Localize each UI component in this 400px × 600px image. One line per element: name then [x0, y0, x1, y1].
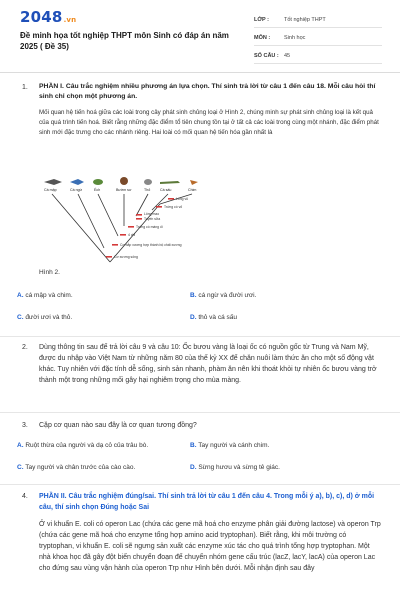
species-label: Cá mập — [44, 188, 57, 192]
option-key: D. — [190, 464, 197, 471]
question-number: 3. — [22, 422, 28, 429]
option-a[interactable] — [17, 442, 148, 449]
question-text: Mối quan hệ tiến hoá giữa các loài trong cây phát sinh chủng loại ở Hình 2, chúng minh sự phát sinh chủng loại là kết quả của quá trình tiến hoá. Biết rằng những đặc điểm tổ tiên chung tồn tại ở tất cả các loài trong cùng một nhánh, đặc điểm phát sinh mới đặc trưng cho các nhánh riêng. Hai loài có mối quan hệ tiến hóa gần nhất là — [39, 109, 379, 136]
question-separator — [0, 412, 400, 413]
trait-label: Lông mao — [144, 212, 160, 216]
meta-label: LỚP : — [254, 17, 269, 23]
logo-suffix: .vn — [63, 16, 77, 24]
option-key: D. — [190, 314, 197, 321]
option-key: B. — [190, 442, 197, 449]
option-text: Ruột thừa của người và dạ cỏ của trâu bò. — [25, 442, 149, 449]
trait-label: Tuyến sữa — [144, 217, 161, 221]
option-key: C. — [17, 464, 24, 471]
rabbit-icon — [144, 179, 152, 185]
trait-label: Lông vũ — [176, 197, 189, 201]
option-text: cá mập và chim. — [25, 292, 73, 299]
frog-icon — [93, 179, 103, 185]
trait-label: Cơ bắp xương hợp thành bộ chất xương — [120, 243, 182, 247]
species-label: Thỏ — [144, 188, 151, 192]
phylogenetic-tree-figure — [40, 176, 240, 268]
option-text: Tay người và chân trước của cào cào. — [25, 464, 136, 471]
question-separator — [0, 484, 400, 485]
option-text: thỏ và cá sấu — [198, 314, 237, 321]
exam-meta — [254, 14, 382, 68]
species-icons — [44, 177, 198, 185]
meta-label: SỐ CÂU : — [254, 53, 279, 59]
crocodile-icon — [160, 181, 180, 184]
figure-caption: Hình 2. — [39, 269, 60, 276]
logo-text: 2048 — [20, 8, 63, 26]
meta-value: Tốt nghiệp THPT — [284, 17, 326, 23]
section-heading: PHẦN I. Câu trắc nghiệm nhiều phương án lựa chọn. Thí sinh trả lời từ câu 1 đến câu 18. Mỗi câu hỏi thí sinh chỉ chọn một phương án. — [39, 83, 376, 100]
trait-label: Cơ xương sống — [114, 255, 138, 259]
question-number: 1. — [22, 84, 28, 91]
section-heading: PHẦN II. Câu trắc nghiệm đúng/sai. Thí sinh trả lời từ câu 1 đến câu 4. Trong mỗi ý a), b), c), d) ở mỗi câu, thí sinh chọn Đúng hoặc Sai — [39, 493, 375, 511]
option-c[interactable] — [17, 314, 72, 321]
trait-labels — [114, 197, 188, 259]
meta-row-class — [254, 14, 382, 28]
question-number: 2. — [22, 344, 28, 351]
q3-options — [17, 442, 360, 476]
option-text: đười ươi và thỏ. — [25, 314, 73, 321]
trait-label: Trứng có vỏ — [164, 205, 183, 209]
question-text: Cặp cơ quan nào sau đây là cơ quan tương đồng? — [39, 422, 197, 429]
question-number: 4. — [22, 493, 28, 500]
trait-label: 4 chi — [128, 233, 136, 237]
header — [0, 0, 400, 68]
bird-icon — [190, 180, 198, 185]
meta-row-count — [254, 50, 382, 64]
orangutan-icon — [120, 177, 128, 185]
species-label: Cá ngừ — [70, 188, 82, 192]
species-label: Cá sấu — [160, 188, 172, 192]
option-text: Tay người và cánh chim. — [198, 442, 270, 449]
trait-label: Trứng có màng ối — [136, 225, 163, 229]
meta-value: Sinh học — [284, 35, 306, 41]
option-key: A. — [17, 442, 24, 449]
site-logo[interactable] — [20, 8, 76, 26]
meta-row-subject — [254, 32, 382, 46]
species-labels — [44, 187, 196, 192]
tuna-icon — [70, 179, 84, 185]
question-text: Dùng thông tin sau để trả lời câu 9 và câu 10: Ốc bươu vàng là loại ốc có nguồn gốc từ Trung và Nam Mỹ, được du nhập vào Việt Nam từ những năm 80 của thế kỷ XX để chăn nuôi làm thức ăn cho một số động vật khác. Tuy nhiên với đặc tính dễ sống, sinh sản nhanh, phàm ăn nên khi thoát khỏi tự nhiên ốc bươu vàng trở thành một trong những mối gây hại nghiêm trọng cho mùa màng. — [39, 344, 377, 384]
header-divider — [0, 72, 400, 73]
option-a[interactable] — [17, 292, 73, 299]
question-body — [39, 491, 382, 574]
option-b[interactable] — [190, 442, 269, 449]
question-text: Ở vi khuẩn E. coli có operon Lac (chứa các gene mã hoá cho enzyme phân giải đường lactose) và operon Trp (chứa các gene mã hoá cho enzyme tổng hợp amino acid tryptophan). Biết rằng, khi môi trường có tryptophan, vi khuẩn E. coli sẽ ngưng sản xuất các enzyme xúc tác cho quá trình tổng hợp tryptophan. Một nhà khoa học đã gây đột biến chuyển đoạn để chuyển nhóm gene cấu trúc (lacZ, lacY, lacA) của operon Lac cho đứng sau vùng vận hành của operon Trp như Hình bên dưới. Mỗi nhận định sau đây — [39, 521, 381, 572]
question-body — [39, 82, 382, 138]
option-text: Sừng hươu và sừng tê giác. — [198, 464, 280, 471]
q1-options — [17, 292, 360, 328]
option-key: B. — [190, 292, 197, 299]
meta-label: MÔN : — [254, 35, 271, 41]
option-c[interactable] — [17, 464, 135, 471]
shark-icon — [44, 179, 62, 185]
species-label: Bướm sư — [116, 188, 132, 192]
exam-title: Đề minh họa tốt nghiệp THPT môn Sinh có đáp án năm 2025 ( Đề 35) — [20, 31, 229, 51]
species-label: Ếch — [94, 188, 101, 192]
option-b[interactable] — [190, 292, 256, 299]
option-text: cá ngừ và đười ươi. — [198, 292, 257, 299]
option-d[interactable] — [190, 464, 280, 471]
option-d[interactable] — [190, 314, 237, 321]
species-label: Chim — [188, 188, 197, 192]
question-separator — [0, 336, 400, 337]
option-key: C. — [17, 314, 24, 321]
meta-value: 45 — [284, 53, 291, 59]
option-key: A. — [17, 292, 24, 299]
